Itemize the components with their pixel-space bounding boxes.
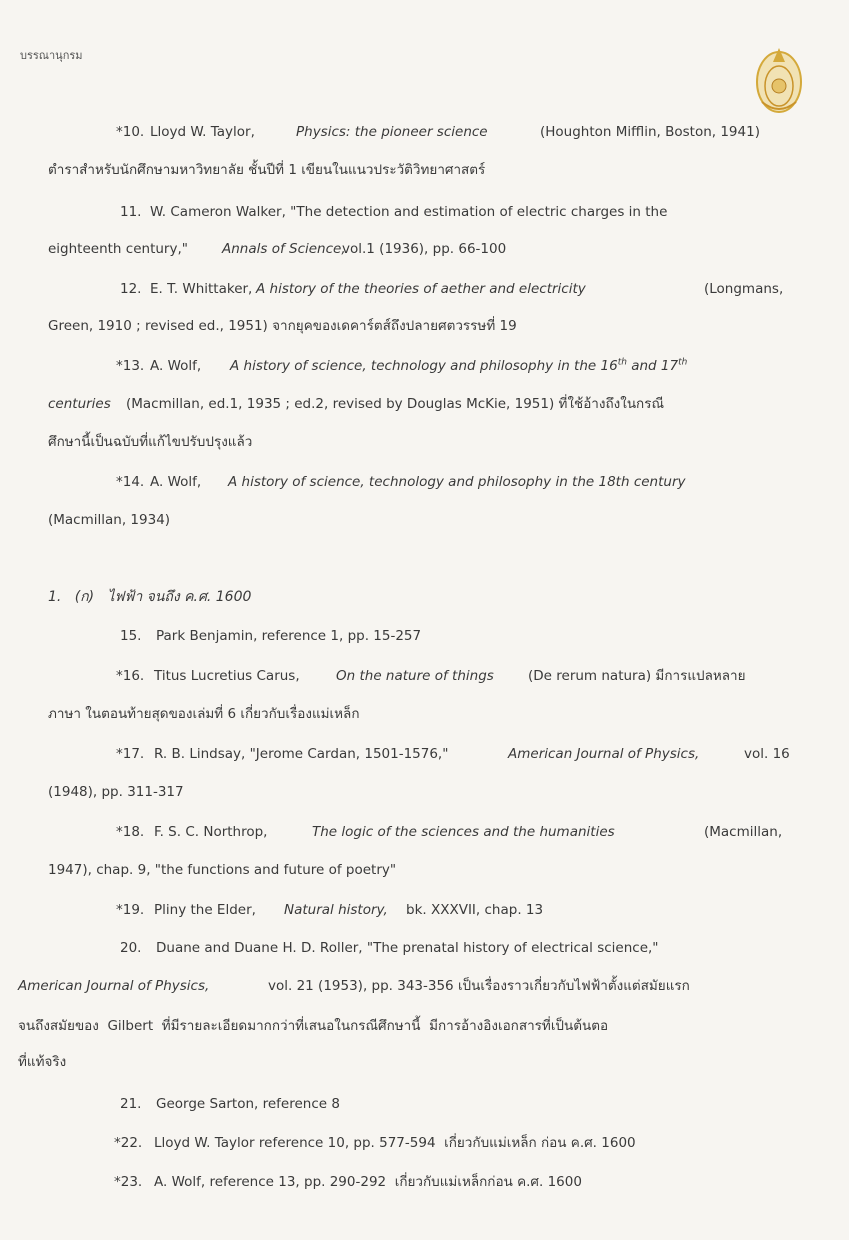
citation-text: bk. XXXVII, chap. 13 <box>406 902 544 918</box>
citation-text: 1947), chap. 9, "the functions and future of poetry" <box>48 862 397 878</box>
annotation: ศึกษานี้เป็นฉบับที่แก้ไขปรับปรุงแล้ว <box>48 434 253 450</box>
annotation: จนถึงสมัยของ Gilbert ที่มีรายละเอียดมากกว่าที่เสนอในกรณีศึกษานี้ มีการอ้างอิงเอกสารที่เป็นต้นตอ <box>18 1018 609 1034</box>
entry-number: *14. <box>116 474 145 490</box>
citation-text: (De rerum natura) มีการแปลหลาย <box>528 668 746 684</box>
publisher: (Macmillan, ed.1, 1935 ; ed.2, revised by Douglas McKie, 1951) ที่ใช้อ้างถึงในกรณี <box>126 396 665 412</box>
author: A. Wolf, <box>150 358 202 374</box>
journal-title: American Journal of Physics, <box>18 978 210 994</box>
entry-number: *18. <box>116 824 145 840</box>
entry-number: *10. <box>116 124 145 140</box>
entry-number: 21. <box>120 1096 142 1112</box>
citation-text: R. B. Lindsay, "Jerome Cardan, 1501-1576," <box>154 746 449 762</box>
citation-text: A. Wolf, reference 13, pp. 290-292 เกี่ยวกับแม่เหล็กก่อน ค.ศ. 1600 <box>154 1174 582 1190</box>
annotation: ภาษา ในตอนท้ายสุดของเล่มที่ 6 เกี่ยวกับเรื่องแม่เหล็ก <box>48 706 360 722</box>
book-title: A history of the theories of aether and electricity <box>256 281 586 297</box>
book-title: Natural history, <box>284 902 388 918</box>
citation-text: vol. 21 (1953), pp. 343-356 เป็นเรื่องราวเกี่ยวกับไฟฟ้าตั้งแต่สมัยแรก <box>268 978 690 994</box>
book-title: Physics: the pioneer science <box>296 124 488 140</box>
citation-text: vol.1 (1936), pp. 66-100 <box>342 241 507 257</box>
entry-number: *13. <box>116 358 145 374</box>
book-title-cont: centuries <box>48 396 111 412</box>
entry-number: *19. <box>116 902 145 918</box>
entry-number: *17. <box>116 746 145 762</box>
entry-number: *23. <box>114 1174 143 1190</box>
entry-number: 15. <box>120 628 142 644</box>
publisher: (Macmillan, 1934) <box>48 512 171 528</box>
entry-number: 11. <box>120 204 142 220</box>
entry-number: 12. <box>120 281 142 297</box>
document-page: บรรณานุกรม *10. Lloyd W. Taylor, Physics: the pioneer science (Houghton Mifflin, Boston, 1941) ตำราสำหรับนักศึกษามหาวิทยาลัย ชั้นปีที่ 1 เขียนในแนวประวัติวิทยาศาสตร์ 11. W. Cameron Walker, "The detection and estimation of electric charges in the eighteenth century," Annals of Science, vol.1 (1936), pp. 66-100 12. E. T. Whittaker, A history of the theories of aether and electricity (Longmans, Green, 1910 ; revised ed., 1951) จากยุคของเดคาร์ตส์ถึงปลายศตวรรษที่ 19 *13. A. Wolf, A history of science, technology and philosophy in the 16th and 17th centuries (Macmillan, ed.1, 1935 ; ed.2, revised by Douglas McKie, 1951) ที่ใช้อ้างถึงในกรณี ศึกษานี้เป็นฉบับที่แก้ไขปรับปรุงแล้ว *14. A. Wolf, A history of science, technology and philosophy in the 18th century (Macmillan, 1934) 1. (ก) ไฟฟ้า จนถึง ค.ศ. 1600 15. Park Benjamin, reference 1, pp. 15-257 *16. Titus Lucretius Carus, On the nature of things (De rerum natura) มีการแปลหลาย ภาษา ในตอนท้ายสุดของเล่มที่ 6 เกี่ยวกับเรื่องแม่เหล็ก *17. R. B. Lindsay, "Jerome Cardan, 1501-1576," American Journal of Physics, vol. 16 (1948), pp. 311-317 *18. F. S. C. Northrop, The logic of the sciences and the humanities (Macmillan, 1947), chap. 9, "the functions and future of poetry" *19. Pliny the Elder, Natural history, bk. XXXVII, chap. 13 20. Duane and Duane H. D. Roller, "The prenatal history of electrical science," American Journal of Physics, vol. 21 (1953), pp. 343-356 เป็นเรื่องราวเกี่ยวกับไฟฟ้าตั้งแต่สมัยแรก จนถึงสมัยของ Gilbert ที่มีรายละเอียดมากกว่าที่เสนอในกรณีศึกษานี้ มีการอ้างอิงเอกสารที่เป็นต้นตอ ที่แท้จริง 21. George Sarton, reference 8 *22. Lloyd W. Taylor reference 10, pp. 577-594 เกี่ยวกับแม่เหล็ก ก่อน ค.ศ. 1600 *23. A. Wolf, reference 13, pp. 290-292 เกี่ยวกับแม่เหล็กก่อน ค.ศ. 1600 <box>0 0 849 1240</box>
author: Lloyd W. Taylor, <box>150 124 255 140</box>
university-seal-logo <box>752 42 806 118</box>
citation-text: Lloyd W. Taylor reference 10, pp. 577-594 เกี่ยวกับแม่เหล็ก ก่อน ค.ศ. 1600 <box>154 1135 636 1151</box>
book-title: On the nature of things <box>336 668 494 684</box>
citation-text: Green, 1910 ; revised ed., 1951) จากยุคของเดคาร์ตส์ถึงปลายศตวรรษที่ 19 <box>48 318 517 334</box>
journal-title: Annals of Science, <box>222 241 346 257</box>
author: Titus Lucretius Carus, <box>154 668 300 684</box>
citation-text: Duane and Duane H. D. Roller, "The prenatal history of electrical science," <box>156 940 659 956</box>
author: A. Wolf, <box>150 474 202 490</box>
book-title: A history of science, technology and philosophy in the 18th century <box>228 474 686 490</box>
citation-text: George Sarton, reference 8 <box>156 1096 340 1112</box>
citation-text: W. Cameron Walker, "The detection and estimation of electric charges in the <box>150 204 668 220</box>
annotation: ที่แท้จริง <box>18 1054 67 1070</box>
citation-text: Park Benjamin, reference 1, pp. 15-257 <box>156 628 422 644</box>
publisher: (Longmans, <box>704 281 784 297</box>
annotation: ตำราสำหรับนักศึกษามหาวิทยาลัย ชั้นปีที่ 1 เขียนในแนวประวัติวิทยาศาสตร์ <box>48 162 486 178</box>
author: Pliny the Elder, <box>154 902 256 918</box>
publisher: (Houghton Mifflin, Boston, 1941) <box>540 124 760 140</box>
entry-number: 20. <box>120 940 142 956</box>
entry-number: *16. <box>116 668 145 684</box>
author: F. S. C. Northrop, <box>154 824 268 840</box>
citation-text: (1948), pp. 311-317 <box>48 784 184 800</box>
author: E. T. Whittaker, <box>150 281 253 297</box>
book-title: The logic of the sciences and the humanities <box>312 824 615 840</box>
citation-text: eighteenth century," <box>48 241 188 257</box>
citation-text: vol. 16 <box>744 746 790 762</box>
journal-title: American Journal of Physics, <box>508 746 700 762</box>
publisher: (Macmillan, <box>704 824 783 840</box>
running-header: บรรณานุกรม <box>20 49 83 62</box>
entry-number: *22. <box>114 1135 143 1151</box>
book-title: A history of science, technology and philosophy in the 16th and 17th <box>230 357 688 374</box>
